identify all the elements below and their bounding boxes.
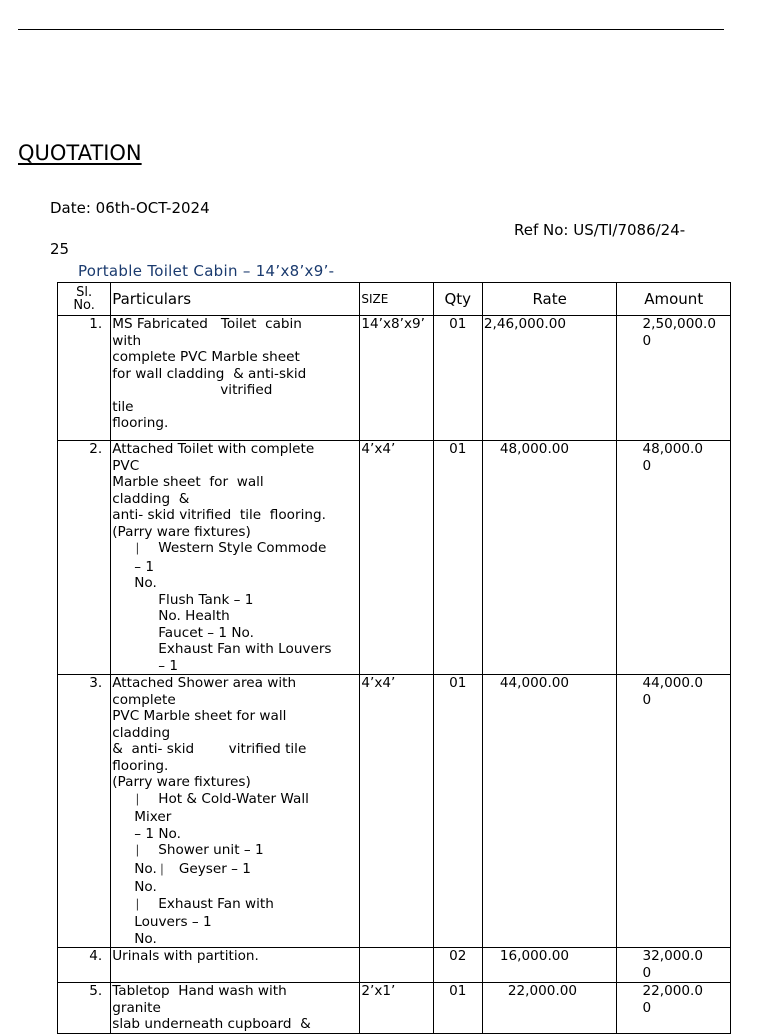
particulars-line: granite xyxy=(112,999,161,1016)
particulars-line: complete xyxy=(112,691,176,708)
document-title: QUOTATION xyxy=(18,141,142,165)
fixture-line xyxy=(112,625,358,642)
fixture-line xyxy=(112,914,358,931)
cell-amount xyxy=(617,441,731,675)
bullet-icon: │ xyxy=(134,794,141,806)
particulars-line: with xyxy=(112,332,142,349)
fixture-line xyxy=(112,861,358,880)
rate-value: 16,000.00 xyxy=(499,948,570,964)
particulars-line: slab underneath cupboard & xyxy=(112,1016,311,1032)
particulars-line: (Parry ware fixtures) xyxy=(112,774,251,790)
cell-amount xyxy=(617,316,731,441)
sl-number: 2. xyxy=(89,441,103,457)
header-sl xyxy=(58,283,111,316)
bullet-icon: │ xyxy=(134,899,141,911)
cell-amount xyxy=(617,675,731,948)
fixture-line xyxy=(112,658,358,675)
amount-value-cont: 0 xyxy=(642,332,652,349)
qty-value: 01 xyxy=(449,675,467,691)
particulars-line: Tabletop Hand wash with xyxy=(112,983,287,999)
cell-sl xyxy=(58,441,111,675)
cell-amount xyxy=(617,983,731,1034)
bullet-icon: │ xyxy=(158,864,165,876)
particulars-line: cladding xyxy=(112,724,171,741)
cell-size xyxy=(360,675,433,948)
particulars-line: (Parry ware fixtures) xyxy=(112,523,251,540)
fixture-line xyxy=(112,826,358,843)
cell-sl xyxy=(58,948,111,983)
amount-value: 44,000.0 xyxy=(642,675,704,691)
table-row xyxy=(58,983,731,1034)
fixture-line xyxy=(112,540,358,559)
qty-value: 01 xyxy=(449,983,467,999)
fixture-line xyxy=(112,842,358,861)
fixture-text: Exhaust Fan with Louvers xyxy=(158,641,332,657)
fixture-text: No. xyxy=(134,930,157,947)
fixture-text: Flush Tank – 1 xyxy=(158,591,254,608)
particulars-line: vitrified xyxy=(112,382,273,398)
amount-value: 22,000.0 xyxy=(642,983,704,999)
particulars-line: Attached Toilet with complete xyxy=(112,441,315,457)
amount-value-cont: 0 xyxy=(642,999,652,1016)
quotation-date: Date: 06th-OCT-2024 xyxy=(50,199,210,217)
cell-rate xyxy=(482,441,617,675)
fixture-text: Exhaust Fan with xyxy=(158,895,274,912)
cell-particulars xyxy=(111,316,360,441)
fixture-line xyxy=(112,809,358,826)
particulars-line: PVC Marble sheet for wall xyxy=(112,708,287,724)
particulars-line: Marble sheet for wall xyxy=(112,474,264,490)
particulars-line: Urinals with partition. xyxy=(112,948,259,964)
cell-rate xyxy=(482,316,617,441)
fixture-text: No. xyxy=(134,860,157,877)
table-header-row xyxy=(58,283,731,316)
cell-particulars xyxy=(111,675,360,948)
fixture-line xyxy=(112,879,358,896)
fixture-text: Faucet – 1 No. xyxy=(158,624,254,641)
amount-value-cont: 0 xyxy=(642,457,652,474)
fixture-text: Louvers – 1 xyxy=(134,914,212,930)
qty-value: 02 xyxy=(449,948,467,964)
cell-qty xyxy=(433,316,482,441)
header-particulars: Particulars xyxy=(111,283,360,316)
particulars-line: tile xyxy=(112,398,134,415)
table-row xyxy=(58,948,731,983)
amount-value: 2,50,000.0 xyxy=(642,316,716,332)
size-value: 4’x4’ xyxy=(361,675,396,691)
fixture-text: – 1 No. xyxy=(134,825,181,842)
bullet-icon: │ xyxy=(134,544,141,555)
fixture-text: – 1 xyxy=(134,558,155,575)
cell-size xyxy=(360,948,433,983)
particulars-line: cladding & xyxy=(112,490,190,507)
table-row xyxy=(58,441,731,675)
fixture-line xyxy=(112,931,358,948)
fixture-text: Shower unit – 1 xyxy=(158,842,264,858)
bullet-icon: │ xyxy=(134,846,141,857)
cell-sl xyxy=(58,316,111,441)
cell-size xyxy=(360,983,433,1034)
qty-value: 01 xyxy=(449,316,467,332)
particulars-line: flooring. xyxy=(112,757,169,774)
cell-rate xyxy=(482,948,617,983)
cell-particulars xyxy=(111,948,360,983)
size-value: 14’x8’x9’ xyxy=(361,316,425,332)
amount-value: 32,000.0 xyxy=(642,948,704,964)
sl-number: 1. xyxy=(89,316,103,332)
amount-value-cont: 0 xyxy=(642,691,652,708)
top-rule xyxy=(18,29,724,30)
amount-value-cont: 0 xyxy=(642,964,652,981)
reference-number-cont: 25 xyxy=(50,240,70,258)
fixture-line xyxy=(112,641,358,658)
cell-particulars xyxy=(111,441,360,675)
size-value: 4’x4’ xyxy=(361,441,396,457)
header-amount: Amount xyxy=(617,283,731,316)
size-value: 2’x1’ xyxy=(361,983,396,999)
reference-number: Ref No: US/TI/7086/24- xyxy=(514,221,686,239)
particulars-line: PVC xyxy=(112,457,140,474)
particulars-line: MS Fabricated Toilet cabin xyxy=(112,316,302,332)
cell-size xyxy=(360,316,433,441)
cell-sl xyxy=(58,983,111,1034)
cell-qty xyxy=(433,948,482,983)
fixture-text: No. xyxy=(134,575,157,591)
table-row xyxy=(58,316,731,441)
cell-qty xyxy=(433,675,482,948)
fixture-text: Hot & Cold-Water Wall xyxy=(158,790,309,807)
cell-sl xyxy=(58,675,111,948)
particulars-line: & anti- skid vitrified tile xyxy=(112,741,307,757)
table-row xyxy=(58,675,731,948)
product-subtitle: Portable Toilet Cabin – 14’x8’x9’- xyxy=(78,262,335,280)
rate-value: 44,000.00 xyxy=(499,675,570,691)
rate-value: 22,000.00 xyxy=(507,983,578,999)
qty-value: 01 xyxy=(449,441,467,457)
fixture-line xyxy=(112,559,358,576)
particulars-line: Attached Shower area with xyxy=(112,675,297,691)
particulars-line: complete PVC Marble sheet xyxy=(112,349,300,365)
cell-amount xyxy=(617,948,731,983)
fixture-text: Geyser – 1 xyxy=(178,860,251,877)
fixture-line xyxy=(112,791,358,810)
fixture-text: Mixer xyxy=(134,809,172,825)
fixture-line xyxy=(112,575,358,592)
rate-value: 2,46,000.00 xyxy=(483,316,567,332)
fixture-text: Western Style Commode xyxy=(158,540,327,556)
header-qty: Qty xyxy=(433,283,482,316)
fixture-text: No. Health xyxy=(158,608,230,624)
rate-value: 48,000.00 xyxy=(499,441,570,457)
cell-qty xyxy=(433,441,482,675)
particulars-line: for wall cladding & anti-skid xyxy=(112,365,307,382)
cell-size xyxy=(360,441,433,675)
fixture-line xyxy=(112,896,358,915)
fixture-text: – 1 xyxy=(158,657,179,674)
fixture-line xyxy=(112,608,358,625)
fixture-line xyxy=(112,592,358,609)
cell-rate xyxy=(482,983,617,1034)
cell-particulars xyxy=(111,983,360,1034)
header-size: SIZE xyxy=(360,283,433,316)
particulars-line: anti- skid vitrified tile flooring. xyxy=(112,507,326,523)
fixture-text: No. xyxy=(134,879,157,895)
header-sl-line1: Sl. xyxy=(76,285,93,300)
header-rate: Rate xyxy=(482,283,617,316)
amount-value: 48,000.0 xyxy=(642,441,704,457)
particulars-line: flooring. xyxy=(112,415,169,431)
sl-number: 3. xyxy=(89,675,103,691)
cell-rate xyxy=(482,675,617,948)
quotation-table xyxy=(57,282,731,1034)
cell-qty xyxy=(433,983,482,1034)
header-sl-line2: No. xyxy=(73,298,95,313)
sl-number: 4. xyxy=(89,948,103,964)
sl-number: 5. xyxy=(89,983,103,999)
